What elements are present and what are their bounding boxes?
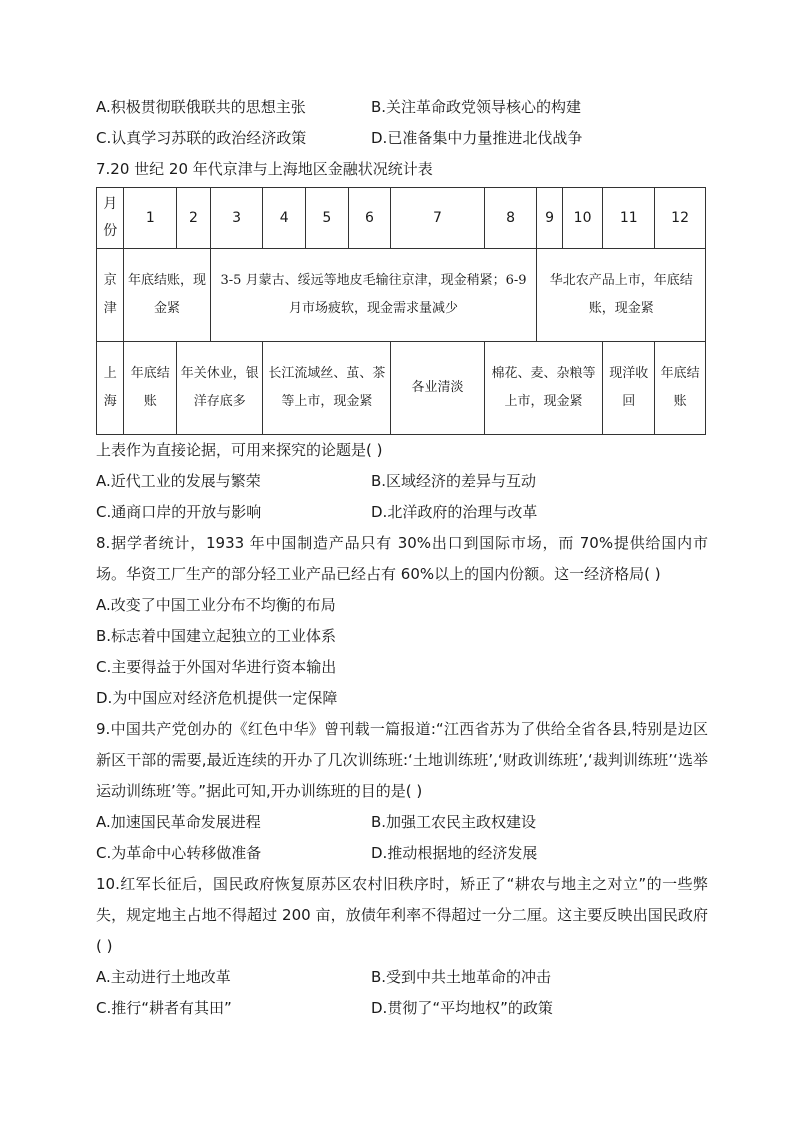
month-5: 5 [306,188,349,249]
q7-options-row-1 [96,466,708,497]
q10-stem: 10.红军长征后，国民政府恢复原苏区农村旧秩序时，矫正了“耕农与地主之对立”的一些弊失，规定地主占地不得超过 200 亩，放债年利率不得超过一分二厘。这主要反映出国民政府( ) [96,875,708,955]
q6-options-row-2 [96,123,708,154]
month-6: 6 [348,188,391,249]
q9-option-b: B.加强工农民主政权建设 [371,813,537,831]
q9-option-d: D.推动根据地的经济发展 [371,844,538,862]
q7-option-a: A.近代工业的发展与繁荣 [96,472,261,490]
month-1: 1 [124,188,177,249]
q10-options-row-1 [96,962,708,993]
q8-option-d: D.为中国应对经济危机提供一定保障 [96,689,338,707]
q10-option-a: A.主动进行土地改革 [96,968,231,986]
month-2: 2 [177,188,210,249]
q6-option-b: B.关注革命政党领导核心的构建 [371,98,582,116]
q6-option-c: C.认真学习苏联的政治经济政策 [96,129,307,147]
q6-option-a: A.积极贯彻联俄联共的思想主张 [96,98,306,116]
q10-option-c: C.推行“耕者有其田” [96,999,232,1017]
q6-option-d: D.已准备集中力量推进北伐战争 [371,129,583,147]
month-header: 月份 [97,188,124,249]
q8-option-c: C.主要得益于外国对华进行资本输出 [96,658,337,676]
q9-options-row-2 [96,838,708,869]
q10-option-d: D.贯彻了“平均地权”的政策 [371,999,553,1017]
shanghai-cell-1: 年底结账 [124,342,177,435]
q7-stem: 7.20 世纪 20 年代京津与上海地区金融状况统计表 [96,160,433,178]
q8-option-b: B.标志着中国建立起独立的工业体系 [96,627,337,645]
q7-options-row-2 [96,497,708,528]
q9-stem: 9.中国共产党创办的《红色中华》曾刊载一篇报道:“江西省苏为了供给全省各县,特别是边区新区干部的需要,最近连续的开办了几次训练班:‘土地训练班’,‘财政训练班’,‘裁判训练班’‘选举运动训练班’等。”据此可知,开办训练班的目的是( ) [96,720,708,800]
month-9: 9 [537,188,562,249]
shanghai-cell-7: 年底结账 [655,342,706,435]
q9-option-c: C.为革命中心转移做准备 [96,844,262,862]
q10-option-b: B.受到中共土地革命的冲击 [371,968,552,986]
shanghai-cell-5: 棉花、麦、杂粮等上市，现金紧 [484,342,603,435]
month-10: 10 [562,188,603,249]
month-8: 8 [484,188,537,249]
q9-option-a: A.加速国民革命发展进程 [96,813,261,831]
q7-option-b: B.区域经济的差异与互动 [371,472,537,490]
row-label-jingjin: 京津 [97,249,124,342]
month-12: 12 [655,188,706,249]
table-header-row [97,188,706,249]
q7-option-d: D.北洋政府的治理与改革 [371,503,538,521]
shanghai-cell-6: 现洋收回 [603,342,655,435]
q9-options-row-1 [96,807,708,838]
month-3: 3 [210,188,263,249]
jingjin-cell-3: 华北农产品上市，年底结账，现金紧 [537,249,706,342]
finance-table [96,187,706,435]
month-7: 7 [391,188,484,249]
shanghai-cell-4: 各业清淡 [391,342,484,435]
table-row-shanghai [97,342,706,435]
q7-option-c: C.通商口岸的开放与影响 [96,503,262,521]
exam-page [96,92,708,1024]
shanghai-cell-2: 年关休业，银洋存底多 [177,342,263,435]
month-11: 11 [603,188,655,249]
month-4: 4 [263,188,306,249]
shanghai-cell-3: 长江流域丝、茧、茶等上市，现金紧 [263,342,391,435]
jingjin-cell-2: 3-5 月蒙古、绥远等地皮毛输往京津，现金稍紧；6-9 月市场疲软，现金需求量减少 [210,249,537,342]
q8-option-a: A.改变了中国工业分布不均衡的布局 [96,596,336,614]
table-row-jingjin [97,249,706,342]
jingjin-cell-1: 年底结账，现金紧 [124,249,210,342]
q7-question: 上表作为直接论据，可用来探究的论题是( ) [96,441,383,459]
row-label-shanghai: 上海 [97,342,124,435]
q10-options-row-2 [96,993,708,1024]
q8-stem: 8.据学者统计，1933 年中国制造产品只有 30%出口到国际市场，而 70%提供给国内市场。华资工厂生产的部分轻工业产品已经占有 60%以上的国内份额。这一经济格局( ) [96,534,708,583]
q6-options-row-1 [96,92,708,123]
